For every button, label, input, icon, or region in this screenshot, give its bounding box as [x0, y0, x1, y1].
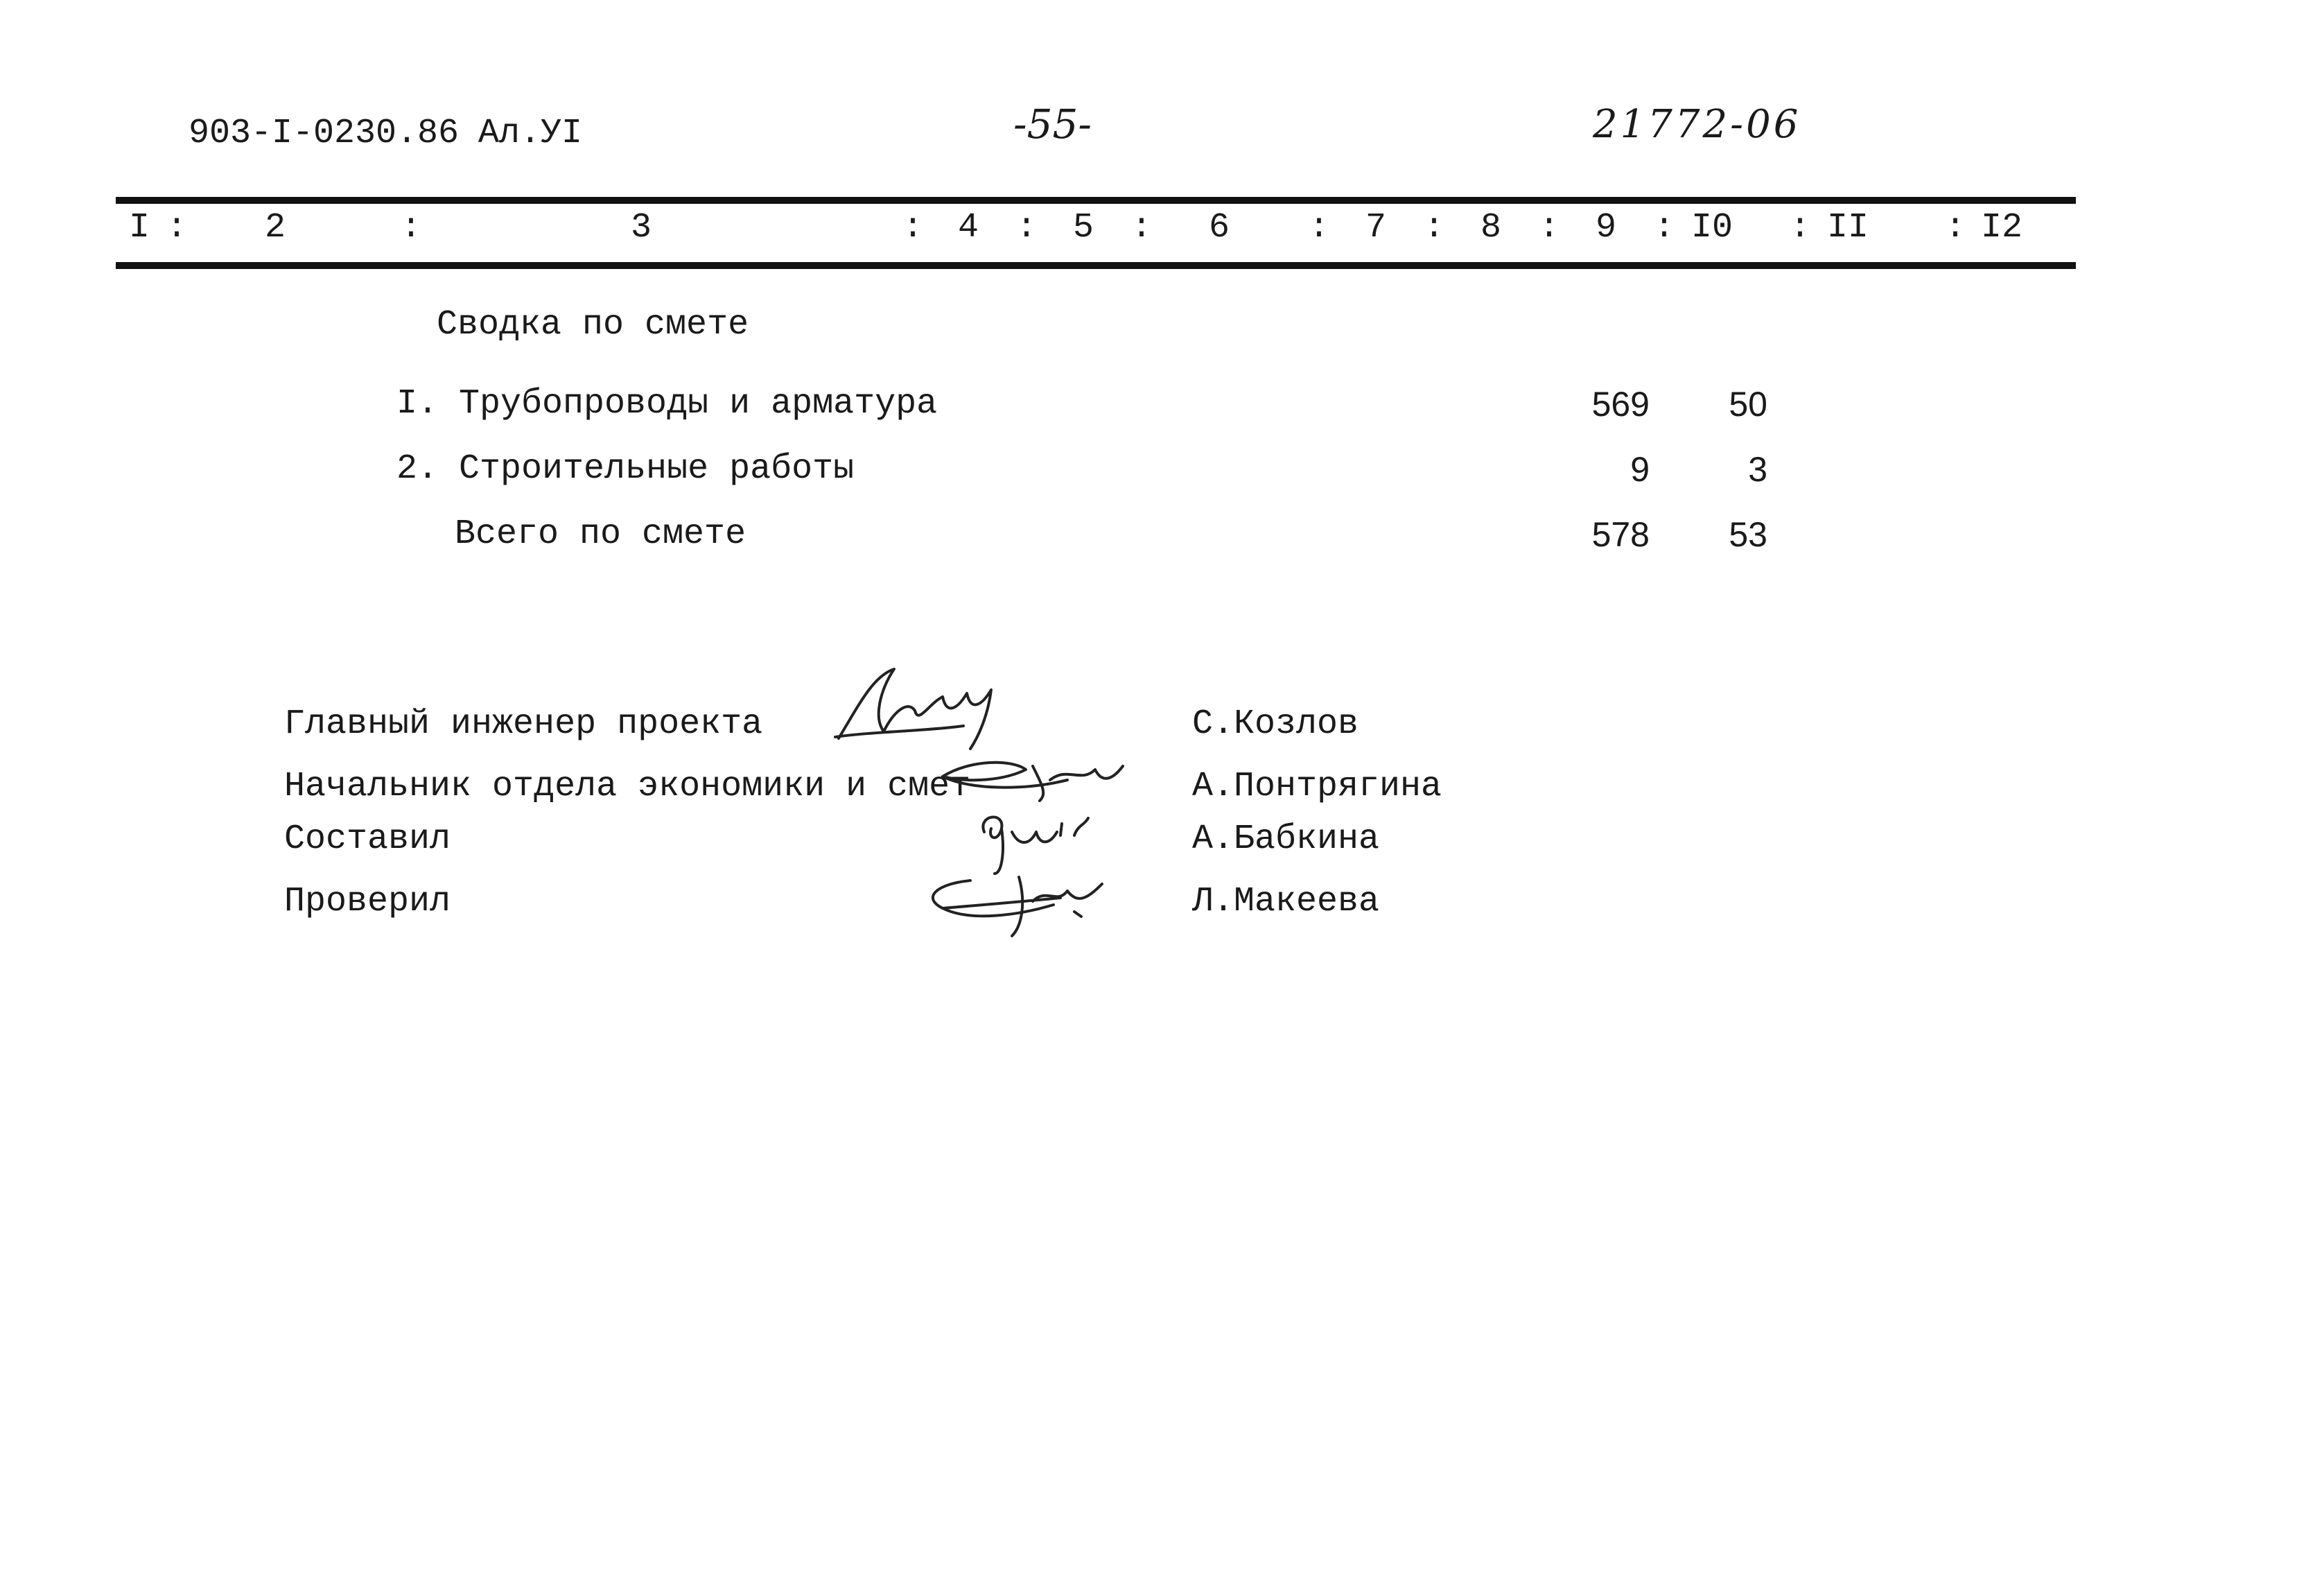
column-header: 9	[1596, 208, 1617, 248]
column-header: 6	[1209, 208, 1230, 248]
album-label: Ал.УI	[478, 114, 583, 153]
column-separator: :	[1654, 208, 1675, 248]
signature-checker	[915, 867, 1123, 943]
column-separator: :	[1539, 208, 1560, 248]
summary-value-col10: 3	[1748, 450, 1767, 489]
column-header: 4	[958, 208, 979, 248]
column-header: II	[1827, 208, 1869, 248]
column-separator: :	[902, 208, 924, 248]
summary-row-label: I. Трубопроводы и арматура	[396, 384, 938, 424]
inventory-number: 21772-06	[1593, 102, 1801, 147]
summary-value-col9: 9	[1630, 450, 1650, 489]
column-separator: :	[1945, 208, 1966, 248]
column-separator: :	[1016, 208, 1038, 248]
signatory-name: Л.Макеева	[1192, 882, 1380, 921]
column-separator: :	[166, 208, 188, 248]
signatory-name: С.Козлов	[1192, 704, 1359, 744]
signatory-role: Составил	[284, 819, 451, 859]
summary-row-label: 2. Строительные работы	[396, 449, 855, 489]
column-header: 8	[1480, 208, 1502, 248]
summary-total-label: Всего по смете	[455, 514, 746, 554]
summary-total-col9: 578	[1591, 515, 1650, 554]
signature-economics-head	[929, 752, 1130, 808]
top-rule	[116, 197, 2076, 204]
signatory-role: Главный инженер проекта	[284, 704, 763, 744]
column-separator: :	[1424, 208, 1445, 248]
column-separator: :	[1131, 208, 1153, 248]
signatory-name: А.Понтрягина	[1192, 767, 1442, 806]
summary-value-col10: 50	[1729, 385, 1767, 424]
signatory-name: А.Бабкина	[1192, 819, 1380, 859]
summary-title: Сводка по смете	[437, 305, 749, 345]
column-header: 5	[1073, 208, 1094, 248]
column-header: 7	[1365, 208, 1387, 248]
column-header: I2	[1981, 208, 2023, 248]
column-header: 3	[631, 208, 652, 248]
column-header: I0	[1691, 208, 1733, 248]
bottom-rule	[116, 262, 2076, 269]
column-header: 2	[265, 208, 286, 248]
summary-total-col10: 53	[1729, 515, 1767, 554]
signatory-role: Проверил	[284, 882, 451, 921]
column-separator: :	[1790, 208, 1811, 248]
column-separator: :	[1309, 208, 1330, 248]
signatory-role: Начальник отдела экономики и смет	[284, 767, 971, 806]
summary-value-col9: 569	[1591, 385, 1650, 424]
page-number: -55-	[1013, 101, 1092, 148]
signature-chief-engineer	[832, 662, 1012, 752]
column-header: I	[129, 208, 150, 248]
column-separator: :	[401, 208, 422, 248]
document-code: 903-I-0230.86	[189, 114, 460, 153]
